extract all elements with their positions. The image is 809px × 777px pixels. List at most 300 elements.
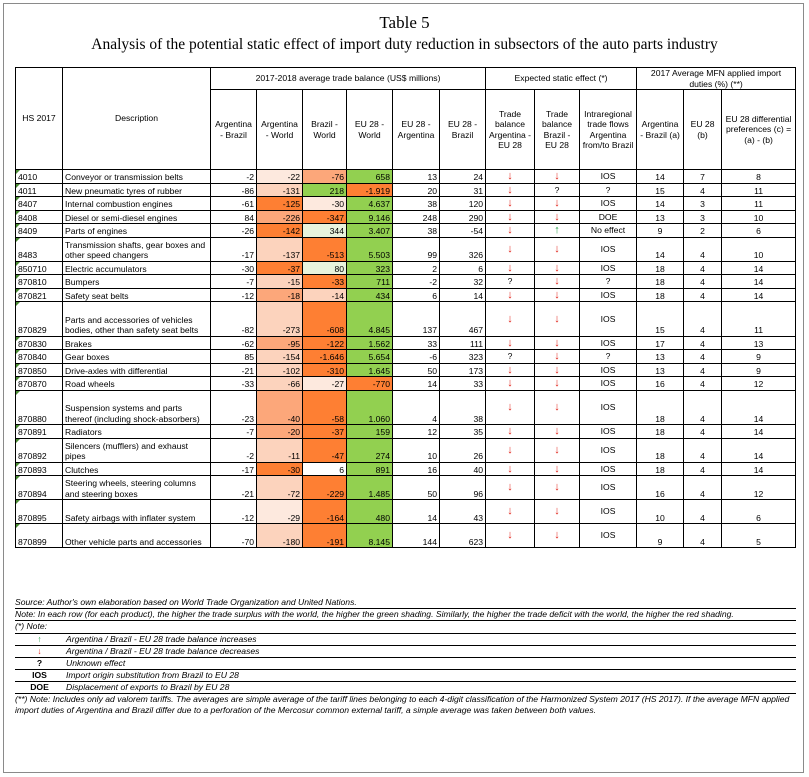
effect-arg-eu-cell <box>486 524 535 548</box>
effect-arg-eu-cell <box>486 261 535 275</box>
duty-arg-brazil-cell: 18 <box>637 275 684 289</box>
table-row <box>16 170 796 184</box>
eu-brazil-cell: 323 <box>440 350 486 364</box>
arg-world-cell: -273 <box>257 302 303 337</box>
effect-brazil-eu-cell <box>535 237 580 261</box>
duty-eu-cell: 4 <box>684 462 722 476</box>
effect-note-heading: (*) Note: <box>15 620 796 632</box>
duty-arg-brazil-cell: 10 <box>637 500 684 524</box>
table-row <box>16 363 796 377</box>
arrow-down-icon: ↓ <box>507 170 513 182</box>
brazil-world-cell: -608 <box>303 302 347 337</box>
table-row <box>16 476 796 500</box>
description-cell: Internal combustion engines <box>63 197 211 211</box>
arrow-down-icon: ↓ <box>507 443 513 456</box>
description-cell: Brakes <box>63 336 211 350</box>
eu-world-cell: 8.145 <box>347 524 393 548</box>
duty-differential-cell: 6 <box>722 500 796 524</box>
effect-brazil-eu-cell <box>535 350 580 364</box>
eu-world-cell: 159 <box>347 425 393 439</box>
duty-eu-cell: 4 <box>684 438 722 462</box>
table-row <box>16 500 796 524</box>
effect-brazil-eu-cell <box>535 363 580 377</box>
arrow-down-icon: ↓ <box>507 312 513 325</box>
comment-marker-icon <box>16 302 20 306</box>
arg-world-cell: -95 <box>257 336 303 350</box>
intraregional-effect-cell: IOS <box>580 363 637 377</box>
eu-world-cell: 5.503 <box>347 237 393 261</box>
brazil-world-cell: -58 <box>303 390 347 425</box>
eu-argentina-cell: 6 <box>393 288 440 302</box>
duty-arg-brazil-cell: 14 <box>637 237 684 261</box>
eu-argentina-cell: 99 <box>393 237 440 261</box>
unknown-effect-text: ? <box>507 276 513 286</box>
legend-text: Argentina / Brazil - EU 28 trade balance decreases <box>64 646 796 658</box>
eu-brazil-cell: 33 <box>440 377 486 391</box>
effect-brazil-eu-cell <box>535 302 580 337</box>
mfn-note: (**) Note: Includes only ad valorem tariffs. The averages are simple average of the tariff lines belonging to each 4-digit classification of the Harmonized System 2017 (HS 2017). If the average MFN applied import duties of Argentina and Brazil differ due to a perforation of the Mercosur common external tariff, a simple average was taken between both values. <box>15 694 790 715</box>
arrow-down-icon: ↓ <box>37 646 42 656</box>
eu-world-cell: 1.645 <box>347 363 393 377</box>
effect-brazil-eu-cell <box>535 210 580 224</box>
duty-differential-cell: 11 <box>722 183 796 197</box>
eu-world-cell: 711 <box>347 275 393 289</box>
effect-arg-eu-cell <box>486 210 535 224</box>
effect-brazil-eu-cell <box>535 524 580 548</box>
effect-arg-eu-cell <box>486 462 535 476</box>
arg-brazil-cell: -26 <box>211 224 257 238</box>
hs-code-cell: 870899 <box>16 524 63 548</box>
description-cell: Conveyor or transmission belts <box>63 170 211 184</box>
legend-row <box>15 682 796 694</box>
legend-row <box>15 658 796 670</box>
effect-brazil-eu-cell <box>535 476 580 500</box>
eu-brazil-cell: 32 <box>440 275 486 289</box>
arg-world-cell: -102 <box>257 363 303 377</box>
arg-world-cell: -20 <box>257 425 303 439</box>
comment-marker-icon <box>16 262 20 266</box>
arg-world-cell: -30 <box>257 462 303 476</box>
duty-differential-cell: 14 <box>722 438 796 462</box>
eu-argentina-cell: 4 <box>393 390 440 425</box>
eu-world-cell: 1.060 <box>347 390 393 425</box>
description-cell: Silencers (mufflers) and exhaust pipes <box>63 438 211 462</box>
arrow-down-icon: ↓ <box>554 210 560 223</box>
intraregional-effect-cell: IOS <box>580 302 637 337</box>
header-description: Description <box>63 68 211 170</box>
duty-arg-brazil-cell: 14 <box>637 170 684 184</box>
comment-marker-icon <box>16 439 20 443</box>
description-cell: Steering wheels, steering columns and steering boxes <box>63 476 211 500</box>
eu-brazil-cell: 24 <box>440 170 486 184</box>
arg-brazil-cell: -7 <box>211 425 257 439</box>
header-static-effect-group: Expected static effect (*) <box>486 68 637 90</box>
duty-differential-cell: 14 <box>722 261 796 275</box>
arrow-down-icon: ↓ <box>554 288 560 301</box>
eu-brazil-cell: 96 <box>440 476 486 500</box>
duty-differential-cell: 14 <box>722 462 796 476</box>
arg-brazil-cell: -23 <box>211 390 257 425</box>
brazil-world-cell: -347 <box>303 210 347 224</box>
brazil-world-cell: -513 <box>303 237 347 261</box>
auto-parts-table <box>15 67 796 548</box>
duty-arg-brazil-cell: 18 <box>637 462 684 476</box>
effect-arg-eu-cell <box>486 500 535 524</box>
arg-world-cell: -125 <box>257 197 303 211</box>
eu-world-cell: 3.407 <box>347 224 393 238</box>
hs-code-cell: 870840 <box>16 350 63 364</box>
duty-differential-cell: 14 <box>722 390 796 425</box>
intraregional-effect-cell: IOS <box>580 524 637 548</box>
legend-symbol-text: ? <box>36 658 43 668</box>
unknown-effect-text: ? <box>507 351 513 361</box>
comment-marker-icon <box>16 211 20 215</box>
intraregional-effect-cell: IOS <box>580 377 637 391</box>
arg-world-cell: -37 <box>257 261 303 275</box>
brazil-world-cell: 6 <box>303 462 347 476</box>
duty-differential-cell: 14 <box>722 425 796 439</box>
eu-brazil-cell: 623 <box>440 524 486 548</box>
eu-brazil-cell: 43 <box>440 500 486 524</box>
legend-row <box>15 670 796 682</box>
comment-marker-icon <box>16 425 20 429</box>
description-cell: Suspension systems and parts thereof (including shock-absorbers) <box>63 390 211 425</box>
description-cell: Transmission shafts, gear boxes and other speed changers <box>63 237 211 261</box>
duty-differential-cell: 11 <box>722 197 796 211</box>
intraregional-effect-cell: IOS <box>580 476 637 500</box>
table-row <box>16 197 796 211</box>
duty-arg-brazil-cell: 18 <box>637 438 684 462</box>
description-cell: Road wheels <box>63 377 211 391</box>
table-row <box>16 390 796 425</box>
arg-brazil-cell: -12 <box>211 288 257 302</box>
legend-row <box>15 646 796 658</box>
description-cell: Bumpers <box>63 275 211 289</box>
eu-argentina-cell: 33 <box>393 336 440 350</box>
arrow-down-icon: ↓ <box>507 401 513 413</box>
eu-world-cell: 434 <box>347 288 393 302</box>
legend-symbol-text: IOS <box>32 670 47 680</box>
comment-marker-icon <box>16 224 20 228</box>
description-cell: Diesel or semi-diesel engines <box>63 210 211 224</box>
eu-argentina-cell: 50 <box>393 363 440 377</box>
duty-differential-cell: 11 <box>722 302 796 337</box>
effect-brazil-eu-cell <box>535 390 580 425</box>
duty-differential-cell: 12 <box>722 476 796 500</box>
arg-brazil-cell: -30 <box>211 261 257 275</box>
comment-marker-icon <box>16 238 20 242</box>
effect-arg-eu-cell <box>486 425 535 439</box>
eu-brazil-cell: 14 <box>440 288 486 302</box>
intraregional-effect-cell: DOE <box>580 210 637 224</box>
arg-world-cell: -22 <box>257 170 303 184</box>
duty-eu-cell: 2 <box>684 224 722 238</box>
effect-arg-eu-cell <box>486 302 535 337</box>
header-tb-arg-eu: Trade balance Argentina - EU 28 <box>486 90 535 170</box>
intraregional-effect-cell: ? <box>580 183 637 197</box>
effect-brazil-eu-cell <box>535 275 580 289</box>
effect-arg-eu-cell <box>486 197 535 211</box>
arrow-down-icon: ↓ <box>554 425 560 437</box>
duty-eu-cell: 4 <box>684 524 722 548</box>
effect-arg-eu-cell <box>486 363 535 377</box>
table-row <box>16 462 796 476</box>
comment-marker-icon <box>16 184 20 188</box>
description-cell: Drive-axles with differential <box>63 363 211 377</box>
brazil-world-cell: 344 <box>303 224 347 238</box>
intraregional-effect-cell: IOS <box>580 500 637 524</box>
arg-world-cell: -40 <box>257 390 303 425</box>
eu-brazil-cell: 467 <box>440 302 486 337</box>
arrow-down-icon: ↓ <box>507 529 513 542</box>
arrow-down-icon: ↓ <box>507 336 513 349</box>
effect-arg-eu-cell <box>486 476 535 500</box>
duty-eu-cell: 3 <box>684 210 722 224</box>
table-row <box>16 288 796 302</box>
brazil-world-cell: -164 <box>303 500 347 524</box>
unknown-effect-text: ? <box>554 184 560 195</box>
description-cell: Other vehicle parts and accessories <box>63 524 211 548</box>
header-duty-arg-brazil: Argentina - Brazil (a) <box>637 90 684 170</box>
duty-arg-brazil-cell: 15 <box>637 183 684 197</box>
eu-world-cell: 5.654 <box>347 350 393 364</box>
header-arg-brazil: Argentina - Brazil <box>211 90 257 170</box>
arg-brazil-cell: -2 <box>211 438 257 462</box>
description-cell: Electric accumulators <box>63 261 211 275</box>
intraregional-effect-cell: IOS <box>580 170 637 184</box>
table-row <box>16 524 796 548</box>
effect-brazil-eu-cell <box>535 261 580 275</box>
header-intraregional-flows: Intraregional trade flows Argentina from/to Brazil <box>580 90 637 170</box>
hs-code-cell: 4010 <box>16 170 63 184</box>
eu-brazil-cell: 120 <box>440 197 486 211</box>
arg-brazil-cell: -7 <box>211 275 257 289</box>
hs-code-cell: 870870 <box>16 377 63 391</box>
duty-eu-cell: 3 <box>684 197 722 211</box>
hs-code-cell: 8407 <box>16 197 63 211</box>
arrow-down-icon: ↓ <box>507 197 513 209</box>
arrow-down-icon: ↓ <box>554 462 560 475</box>
description-cell: Safety airbags with inflater system <box>63 500 211 524</box>
header-duty-differential: EU 28 differential preferences (c) = (a) - (b) <box>722 90 796 170</box>
effect-brazil-eu-cell <box>535 438 580 462</box>
table-notes <box>15 597 796 716</box>
description-cell: Safety seat belts <box>63 288 211 302</box>
source-note: Source: Author's own elaboration based on World Trade Organization and United Nations. <box>15 597 357 607</box>
table-row <box>16 275 796 289</box>
brazil-world-cell: -27 <box>303 377 347 391</box>
arrow-down-icon: ↓ <box>507 425 513 437</box>
brazil-world-cell: -14 <box>303 288 347 302</box>
effect-arg-eu-cell <box>486 350 535 364</box>
intraregional-effect-cell: ? <box>580 350 637 364</box>
arg-brazil-cell: -61 <box>211 197 257 211</box>
arg-world-cell: -180 <box>257 524 303 548</box>
comment-marker-icon <box>16 275 20 279</box>
eu-world-cell: 9.146 <box>347 210 393 224</box>
effect-brazil-eu-cell <box>535 170 580 184</box>
eu-argentina-cell: -2 <box>393 275 440 289</box>
intraregional-effect-cell: IOS <box>580 237 637 261</box>
arg-brazil-cell: 85 <box>211 350 257 364</box>
duty-arg-brazil-cell: 13 <box>637 210 684 224</box>
eu-world-cell: -1.919 <box>347 183 393 197</box>
arrow-down-icon: ↓ <box>554 363 560 376</box>
legend-symbol <box>15 658 64 670</box>
shading-note: Note: In each row (for each product), the higher the trade surplus with the world, the higher the green shading. Similarly, the higher the trade deficit with the world, the higher the red shading. <box>15 608 796 620</box>
duty-arg-brazil-cell: 18 <box>637 390 684 425</box>
brazil-world-cell: -229 <box>303 476 347 500</box>
brazil-world-cell: -76 <box>303 170 347 184</box>
arrow-down-icon: ↓ <box>554 401 560 413</box>
arrow-down-icon: ↓ <box>554 197 560 209</box>
eu-world-cell: 480 <box>347 500 393 524</box>
duty-eu-cell: 4 <box>684 275 722 289</box>
duty-eu-cell: 4 <box>684 183 722 197</box>
comment-marker-icon <box>16 337 20 341</box>
duty-arg-brazil-cell: 13 <box>637 363 684 377</box>
arrow-down-icon: ↓ <box>507 242 513 255</box>
comment-marker-icon <box>16 391 20 395</box>
description-cell: Parts of engines <box>63 224 211 238</box>
duty-differential-cell: 10 <box>722 237 796 261</box>
legend-text: Argentina / Brazil - EU 28 trade balance increases <box>64 634 796 646</box>
eu-argentina-cell: 137 <box>393 302 440 337</box>
arg-world-cell: -154 <box>257 350 303 364</box>
eu-world-cell: 1.562 <box>347 336 393 350</box>
header-tb-brazil-eu: Trade balance Brazil - EU 28 <box>535 90 580 170</box>
description-cell: Gear boxes <box>63 350 211 364</box>
duty-differential-cell: 14 <box>722 288 796 302</box>
comment-marker-icon <box>16 500 20 504</box>
description-cell: Parts and accessories of vehicles bodies, other than safety seat belts <box>63 302 211 337</box>
eu-brazil-cell: 111 <box>440 336 486 350</box>
duty-differential-cell: 14 <box>722 275 796 289</box>
comment-marker-icon <box>16 524 20 528</box>
legend-text: Import origin substitution from Brazil to EU 28 <box>64 670 796 682</box>
hs-code-cell: 870895 <box>16 500 63 524</box>
legend-symbol <box>15 646 64 658</box>
brazil-world-cell: -191 <box>303 524 347 548</box>
effect-arg-eu-cell <box>486 390 535 425</box>
table-row <box>16 336 796 350</box>
hs-code-cell: 8409 <box>16 224 63 238</box>
effect-arg-eu-cell <box>486 288 535 302</box>
eu-argentina-cell: 144 <box>393 524 440 548</box>
eu-world-cell: 4.845 <box>347 302 393 337</box>
legend-symbol <box>15 670 64 682</box>
intraregional-effect-cell: IOS <box>580 425 637 439</box>
legend-row <box>15 634 796 646</box>
eu-argentina-cell: -6 <box>393 350 440 364</box>
arg-brazil-cell: -12 <box>211 500 257 524</box>
eu-brazil-cell: -54 <box>440 224 486 238</box>
header-hs: HS 2017 <box>16 68 63 170</box>
intraregional-effect-cell: IOS <box>580 462 637 476</box>
duty-differential-cell: 12 <box>722 377 796 391</box>
hs-code-cell: 870810 <box>16 275 63 289</box>
eu-world-cell: 323 <box>347 261 393 275</box>
duty-differential-cell: 13 <box>722 336 796 350</box>
arg-world-cell: -142 <box>257 224 303 238</box>
duty-arg-brazil-cell: 17 <box>637 336 684 350</box>
arg-brazil-cell: -21 <box>211 363 257 377</box>
legend-table <box>15 633 796 694</box>
table-row <box>16 261 796 275</box>
duty-eu-cell: 4 <box>684 476 722 500</box>
table-row <box>16 425 796 439</box>
duty-arg-brazil-cell: 14 <box>637 197 684 211</box>
legend-symbol-text: DOE <box>30 682 49 692</box>
arrow-down-icon: ↓ <box>507 224 513 236</box>
arg-brazil-cell: -70 <box>211 524 257 548</box>
arg-brazil-cell: -21 <box>211 476 257 500</box>
intraregional-effect-cell: IOS <box>580 197 637 211</box>
duty-differential-cell: 9 <box>722 363 796 377</box>
arrow-down-icon: ↓ <box>507 261 513 274</box>
arrow-down-icon: ↓ <box>507 377 513 389</box>
header-brazil-world: Brazil - World <box>303 90 347 170</box>
eu-brazil-cell: 40 <box>440 462 486 476</box>
table-subtitle: Analysis of the potential static effect of import duty reduction in subsectors of the auto parts industry <box>91 36 718 53</box>
brazil-world-cell: -1.646 <box>303 350 347 364</box>
duty-arg-brazil-cell: 18 <box>637 425 684 439</box>
arrow-up-icon: ↑ <box>554 224 560 236</box>
arg-brazil-cell: -86 <box>211 183 257 197</box>
hs-code-cell: 870821 <box>16 288 63 302</box>
duty-arg-brazil-cell: 13 <box>637 350 684 364</box>
arrow-down-icon: ↓ <box>554 443 560 456</box>
effect-brazil-eu-cell <box>535 425 580 439</box>
hs-code-cell: 870829 <box>16 302 63 337</box>
eu-brazil-cell: 290 <box>440 210 486 224</box>
description-cell: Clutches <box>63 462 211 476</box>
eu-world-cell: 658 <box>347 170 393 184</box>
eu-world-cell: 891 <box>347 462 393 476</box>
arrow-down-icon: ↓ <box>554 261 560 274</box>
arrow-down-icon: ↓ <box>507 505 513 518</box>
arrow-down-icon: ↓ <box>507 210 513 223</box>
effect-arg-eu-cell <box>486 377 535 391</box>
duty-arg-brazil-cell: 16 <box>637 377 684 391</box>
intraregional-effect-cell: ? <box>580 275 637 289</box>
duty-eu-cell: 4 <box>684 302 722 337</box>
hs-code-cell: 870894 <box>16 476 63 500</box>
duty-differential-cell: 6 <box>722 224 796 238</box>
header-eu-brazil: EU 28 - Brazil <box>440 90 486 170</box>
comment-marker-icon <box>16 197 20 201</box>
arg-brazil-cell: -17 <box>211 462 257 476</box>
comment-marker-icon <box>16 364 20 368</box>
brazil-world-cell: -37 <box>303 425 347 439</box>
duty-differential-cell: 10 <box>722 210 796 224</box>
effect-arg-eu-cell <box>486 170 535 184</box>
eu-argentina-cell: 2 <box>393 261 440 275</box>
arg-world-cell: -137 <box>257 237 303 261</box>
header-trade-balance-group: 2017-2018 average trade balance (US$ millions) <box>211 68 486 90</box>
duty-eu-cell: 4 <box>684 237 722 261</box>
legend-text: Unknown effect <box>64 658 796 670</box>
brazil-world-cell: -47 <box>303 438 347 462</box>
arg-world-cell: -72 <box>257 476 303 500</box>
table-row <box>16 237 796 261</box>
eu-argentina-cell: 248 <box>393 210 440 224</box>
brazil-world-cell: -30 <box>303 197 347 211</box>
header-eu-argentina: EU 28 - Argentina <box>393 90 440 170</box>
duty-eu-cell: 4 <box>684 288 722 302</box>
arrow-down-icon: ↓ <box>554 377 560 389</box>
arrow-down-icon: ↓ <box>554 275 560 287</box>
